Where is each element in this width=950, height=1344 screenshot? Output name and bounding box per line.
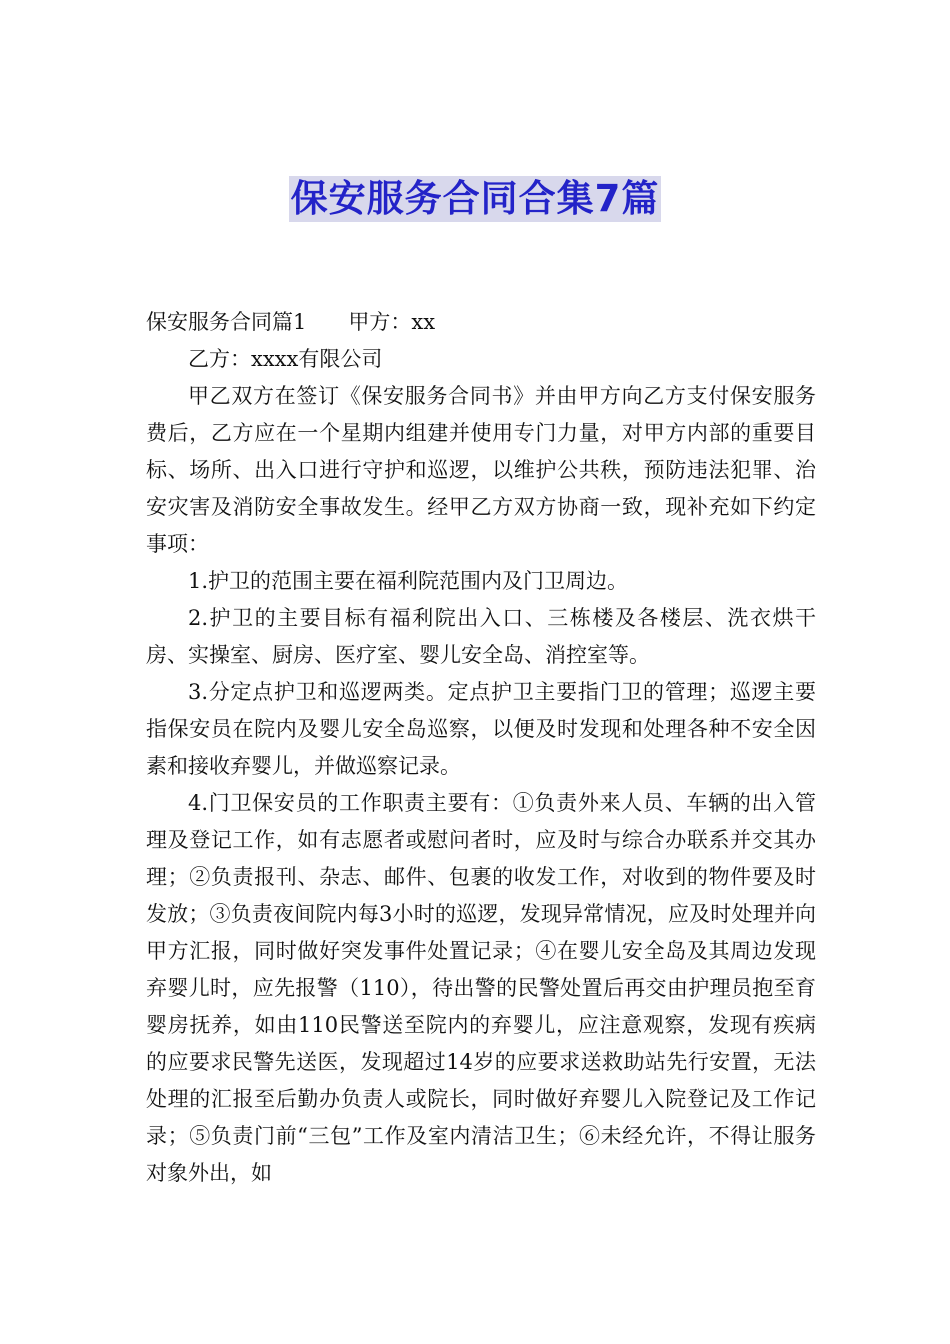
paragraph-item-1: 1.护卫的范围主要在福利院范围内及门卫周边。 (188, 569, 629, 593)
title-container (0, 176, 950, 222)
paragraph-item-3: 3.分定点护卫和巡逻两类。定点护卫主要指门卫的管理；巡逻主要指保安员在院内及婴儿安全岛巡察，以便及时发现和处理各种不安全因素和接收弃婴儿，并做巡察记录。 (146, 680, 816, 778)
party-a: 甲方：xx (348, 310, 436, 334)
paragraph-item-2: 2.护卫的主要目标有福利院出入口、三栋楼及各楼层、洗衣烘干房、实操室、厨房、医疗室、婴儿安全岛、消控室等。 (146, 606, 816, 667)
section-heading: 保安服务合同篇1 (146, 310, 307, 334)
paragraph-intro: 甲乙双方在签订《保安服务合同书》并由甲方向乙方支付保安服务费后，乙方应在一个星期内组建并使用专门力量，对甲方内部的重要目标、场所、出入口进行守护和巡逻，以维护公共秩，预防违法犯罪、治安灾害及消防安全事故发生。经甲乙方双方协商一致，现补充如下约定事项： (146, 384, 816, 556)
party-b: 乙方：xxxx有限公司 (188, 347, 383, 371)
document-body (146, 304, 816, 1192)
document-title: 保安服务合同合集7篇 (290, 177, 660, 220)
paragraph-item-4: 4.门卫保安员的工作职责主要有：①负责外来人员、车辆的出入管理及登记工作，如有志愿者或慰问者时，应及时与综合办联系并交其办理；②负责报刊、杂志、邮件、包裹的收发工作，对收到的物件要及时发放；③负责夜间院内每3小时的巡逻，发现异常情况，应及时处理并向甲方汇报，同时做好突发事件处置记录；④在婴儿安全岛及其周边发现弃婴儿时，应先报警（110），待出警的民警处置后再交由护理员抱至育婴房抚养，如由110民警送至院内的弃婴儿，应注意观察，发现有疾病的应要求民警先送医，发现超过14岁的应要求送救助站先行安置，无法处理的汇报至后勤办负责人或院长，同时做好弃婴儿入院登记及工作记录；⑤负责门前“三包”工作及室内清洁卫生；⑥未经允许，不得让服务对象外出，如 (146, 791, 816, 1185)
heading-line (146, 304, 816, 341)
